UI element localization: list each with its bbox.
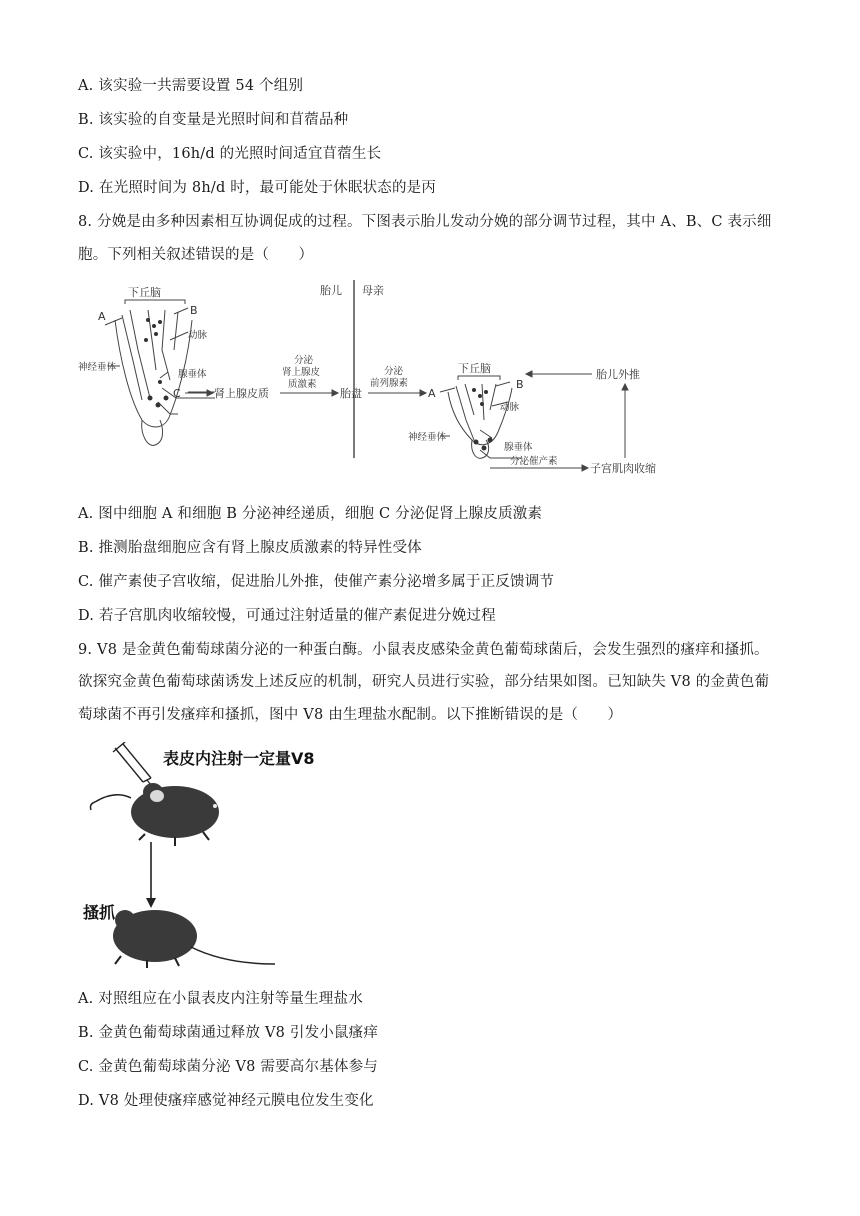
fetus-label: 胎儿 <box>320 284 342 297</box>
right-cell-b-label: B <box>516 378 524 391</box>
left-cell-b-label: B <box>190 304 198 317</box>
right-neurohypophysis-label: 神经垂体 <box>408 432 447 443</box>
secrete-pg-line2: 前列腺素 <box>370 378 409 389</box>
right-adenohypophysis-label: 腺垂体 <box>504 442 533 453</box>
right-cell-a-label: A <box>428 387 436 400</box>
left-cell-a-label: A <box>98 310 106 323</box>
placenta-label: 胎盘 <box>340 387 362 400</box>
down-arrow-icon <box>146 842 156 908</box>
syringe-icon <box>113 742 155 790</box>
right-hypothalamus-label: 下丘脑 <box>458 362 491 375</box>
secrete-cortisol-line1: 分泌 <box>294 355 314 366</box>
q9-stem-line1: 9. V8 是金黄色葡萄球菌分泌的一种蛋白酶。小鼠表皮感染金黄色葡萄球菌后，会发生强烈的瘙痒和搔抓。 <box>78 642 769 658</box>
left-adenohypophysis-label: 腺垂体 <box>178 369 207 380</box>
q8-option-c: C. 催产素使子宫收缩，促进胎儿外推，使催产素分泌增多属于正反馈调节 <box>78 574 555 590</box>
mother-label: 母亲 <box>362 284 384 297</box>
q9-mouse-figure <box>75 742 335 977</box>
q9-option-a: A. 对照组应在小鼠表皮内注射等量生理盐水 <box>78 991 363 1007</box>
q8-option-a: A. 图中细胞 A 和细胞 B 分泌神经递质，细胞 C 分泌促肾上腺皮质激素 <box>78 506 543 522</box>
left-neurohypophysis-label: 神经垂体 <box>78 362 117 373</box>
q8-option-d: D. 若子宫肌肉收缩较慢，可通过注射适量的催产素促进分娩过程 <box>78 608 496 624</box>
q9-stem-line3: 萄球菌不再引发瘙痒和搔抓，图中 V8 由生理盐水配制。以下推断错误的是（ ） <box>78 707 623 723</box>
mouse-injected-icon <box>91 783 220 846</box>
q9-stem-line2: 欲探究金黄色葡萄球菌诱发上述反应的机制，研究人员进行实验，部分结果如图。已知缺失 V8 的金黄色葡 <box>78 674 770 690</box>
left-artery-label: 动脉 <box>188 330 208 341</box>
secrete-pg-line1: 分泌 <box>384 366 404 377</box>
left-hypothalamus-label: 下丘脑 <box>128 286 161 299</box>
q8-regulation-diagram <box>70 280 690 485</box>
q9-option-d: D. V8 处理使瘙痒感觉神经元膜电位发生变化 <box>78 1093 374 1109</box>
q7-option-b: B. 该实验的自变量是光照时间和苜蓿品种 <box>78 112 349 128</box>
q8-option-b: B. 推测胎盘细胞应含有肾上腺皮质激素的特异性受体 <box>78 540 422 556</box>
q9-option-b: B. 金黄色葡萄球菌通过释放 V8 引发小鼠瘙痒 <box>78 1025 379 1041</box>
q8-stem-line1: 8. 分娩是由多种因素相互协调促成的过程。下图表示胎儿发动分娩的部分调节过程，其中 A、B、C 表示细 <box>78 214 772 230</box>
right-artery-label: 动脉 <box>500 402 520 413</box>
secrete-cortisol-line2: 肾上腺皮 <box>282 367 321 378</box>
secrete-oxytocin-label: 分泌催产素 <box>510 456 558 467</box>
uterine-contraction-label: 子宫肌肉收缩 <box>590 462 656 475</box>
scratch-label: 搔抓 <box>83 903 116 922</box>
q9-option-c: C. 金黄色葡萄球菌分泌 V8 需要高尔基体参与 <box>78 1059 379 1075</box>
adrenal-cortex-label: 肾上腺皮质 <box>214 387 269 400</box>
q8-stem-line2: 胞。下列相关叙述错误的是（ ） <box>78 247 314 263</box>
q7-option-d: D. 在光照时间为 8h/d 时，最可能处于休眠状态的是丙 <box>78 180 437 196</box>
mouse-scratching-icon <box>113 910 275 968</box>
q7-option-a: A. 该实验一共需要设置 54 个组别 <box>78 78 304 94</box>
left-cell-c-label: C <box>173 387 181 400</box>
secrete-cortisol-line3: 质激素 <box>288 379 317 390</box>
inject-v8-label: 表皮内注射一定量V8 <box>163 749 315 768</box>
fetal-push-label: 胎儿外推 <box>596 368 640 381</box>
q7-option-c: C. 该实验中，16h/d 的光照时间适宜苜蓿生长 <box>78 146 382 162</box>
